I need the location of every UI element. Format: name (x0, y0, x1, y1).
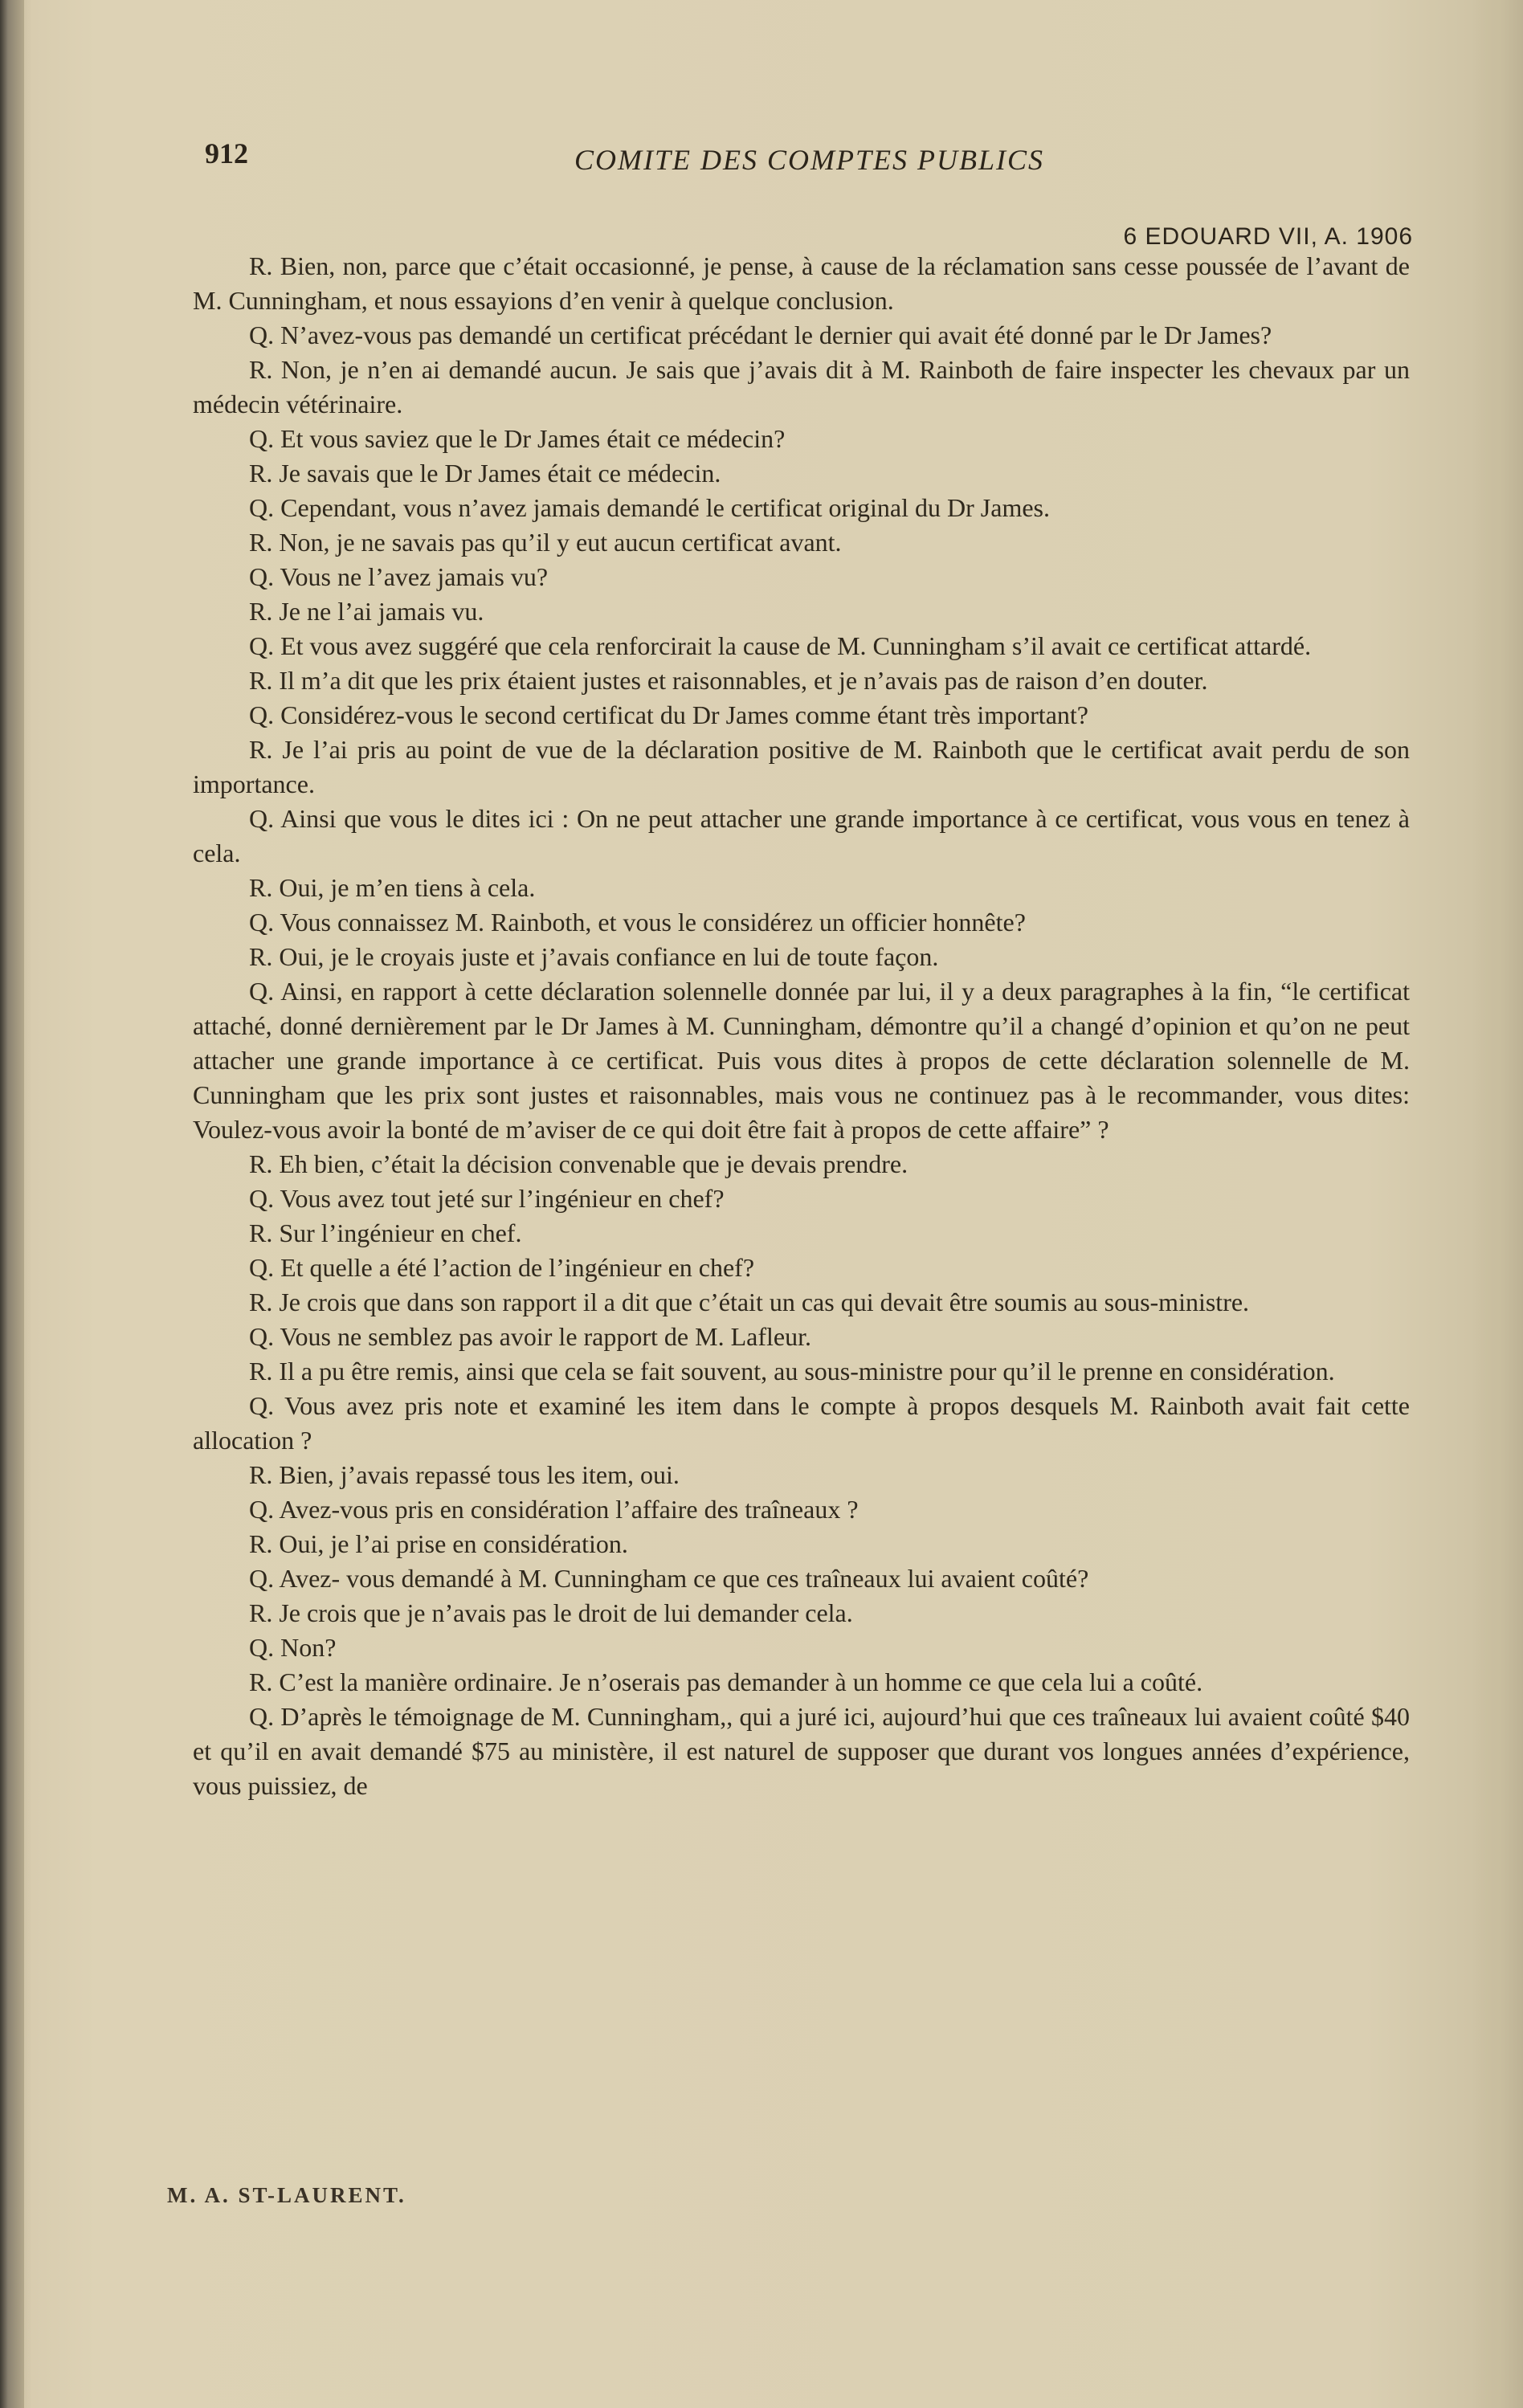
paragraph: Q. Vous avez pris note et examiné les item dans le compte à propos desquels M. Rainboth avait fait cette allocation ? (193, 1391, 1410, 1455)
paragraph: Q. Ainsi que vous le dites ici : On ne peut attacher une grande importance à ce certificat, vous vous en tenez à cela. (193, 804, 1410, 867)
page-edge (1475, 0, 1523, 2408)
paragraph: Q. Non? (249, 1633, 337, 1662)
paragraph: Q. Vous ne l’avez jamais vu? (249, 562, 549, 591)
paragraph: Q. Vous ne semblez pas avoir le rapport de M. Lafleur. (249, 1322, 811, 1351)
paragraph: R. Bien, non, parce que c’était occasionné, je pense, à cause de la réclamation sans cesse poussée de l’avant de M. Cunningham, et nous essayions d’en venir à quelque conclusion. (193, 251, 1410, 315)
paragraph: Q. Vous connaissez M. Rainboth, et vous le considérez un officier honnête? (249, 908, 1026, 937)
paragraph: Q. Vous avez tout jeté sur l’ingénieur en chef? (249, 1184, 725, 1213)
paragraph: R. Je ne l’ai jamais vu. (249, 597, 484, 626)
book-spine (0, 0, 24, 2408)
paragraph: Q. Et vous saviez que le Dr James était ce médecin? (249, 424, 786, 453)
paragraph: Q. Ainsi, en rapport à cette déclaration solennelle donnée par lui, il y a deux paragraphes à la fin, “le certificat attaché, donné dernièrement par le Dr James à M. Cunningham, démontre qu’il a changé d’opinion et qu’on ne peut attacher une grande importance à ce certificat. Puis vous dites à propos de cette déclaration solennelle de M. Cunningham que les prix sont justes et raisonnables, mais vous ne continuez pas à le recommander, vous dites: Voulez-vous avoir la bonté de m’aviser de ce qui doit être fait à propos de cette affaire” ? (193, 977, 1410, 1144)
paragraph: Q. D’après le témoignage de M. Cunningham,, qui a juré ici, aujourd’hui que ces traîneaux lui avaient coûté $40 et qu’il en avait demandé $75 au ministère, il est naturel de supposer que durant vos longues années d’expérience, vous puissiez, de (193, 1702, 1410, 1800)
paragraph: R. Je crois que je n’avais pas le droit de lui demander cela. (249, 1598, 853, 1627)
paragraph: R. Je savais que le Dr James était ce médecin. (249, 459, 721, 488)
page-number: 912 (205, 137, 248, 169)
paragraph: R. C’est la manière ordinaire. Je n’oserais pas demander à un homme ce que cela lui a coûté. (249, 1667, 1203, 1696)
paragraph: R. Sur l’ingénieur en chef. (249, 1218, 522, 1247)
paragraph: R. Il a pu être remis, ainsi que cela se fait souvent, au sous-ministre pour qu’il le prenne en considération. (249, 1357, 1335, 1386)
paragraph: R. Bien, j’avais repassé tous les item, oui. (249, 1460, 680, 1489)
paragraph: R. Non, je ne savais pas qu’il y eut aucun certificat avant. (249, 528, 842, 557)
paragraph: Q. Considérez-vous le second certificat du Dr James comme étant très important? (249, 700, 1088, 729)
paragraph: R. Je l’ai pris au point de vue de la déclaration positive de M. Rainboth que le certificat avait perdu de son importance. (193, 735, 1410, 798)
paragraph: Q. Et quelle a été l’action de l’ingénieur en chef? (249, 1253, 755, 1282)
paragraph: Q. N’avez-vous pas demandé un certificat précédant le dernier qui avait été donné par le Dr James? (249, 320, 1272, 349)
paragraph: Q. Avez-vous pris en considération l’affaire des traîneaux ? (249, 1495, 859, 1524)
body-text (193, 249, 1410, 1803)
paragraph: R. Il m’a dit que les prix étaient justes et raisonnables, et je n’avais pas de raison d’en douter. (249, 666, 1208, 695)
paragraph: Q. Cependant, vous n’avez jamais demandé le certificat original du Dr James. (249, 493, 1050, 522)
paragraph: Q. Avez- vous demandé à M. Cunningham ce que ces traîneaux lui avaient coûté? (249, 1564, 1089, 1593)
running-title: COMITE DES COMPTES PUBLICS (574, 144, 1044, 176)
paragraph: R. Je crois que dans son rapport il a dit que c’était un cas qui devait être soumis au sous-ministre. (249, 1288, 1250, 1316)
paragraph: R. Oui, je le croyais juste et j’avais confiance en lui de toute façon. (249, 942, 939, 971)
paragraph: R. Oui, je l’ai prise en considération. (249, 1529, 628, 1558)
session-line: 6 EDOUARD VII, A. 1906 (1123, 223, 1413, 250)
paragraph: Q. Et vous avez suggéré que cela renforcirait la cause de M. Cunningham s’il avait ce certificat attardé. (249, 631, 1312, 660)
paragraph: R. Eh bien, c’était la décision convenable que je devais prendre. (249, 1149, 908, 1178)
paragraph: R. Non, je n’en ai demandé aucun. Je sais que j’avais dit à M. Rainboth de faire inspecter les chevaux par un médecin vétérinaire. (193, 355, 1410, 418)
paragraph: R. Oui, je m’en tiens à cela. (249, 873, 536, 902)
page-header (205, 129, 1394, 193)
footer-signature: M. A. ST-LAURENT. (167, 2183, 406, 2207)
